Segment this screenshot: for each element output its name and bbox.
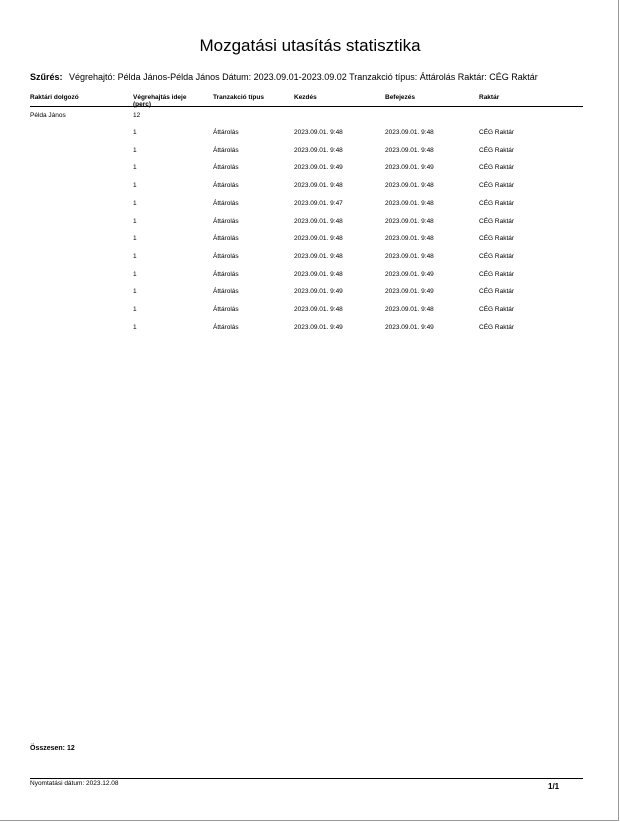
row-transaction-type: Áttárolás xyxy=(213,252,239,260)
row-start: 2023.09.01. 9:49 xyxy=(294,288,343,296)
row-transaction-type: Áttárolás xyxy=(213,323,239,331)
row-warehouse: CÉG Raktár xyxy=(479,306,515,313)
filter-label: Szűrés: xyxy=(30,72,63,82)
row-duration: 1 xyxy=(133,252,137,260)
row-end: 2023.09.01. 9:48 xyxy=(385,235,434,243)
row-transaction-type: Áttárolás xyxy=(213,270,239,278)
row-start: 2023.09.01. 9:48 xyxy=(294,146,343,154)
column-header-start: Kezdés xyxy=(294,94,317,101)
row-end: 2023.09.01. 9:48 xyxy=(385,182,434,190)
column-header-transaction-type: Tranzakció típus xyxy=(213,94,264,101)
row-end: 2023.09.01. 9:49 xyxy=(385,270,434,278)
row-end: 2023.09.01. 9:48 xyxy=(385,199,434,207)
header-divider xyxy=(30,106,583,107)
row-warehouse: CÉG Raktár xyxy=(479,252,515,260)
row-end: 2023.09.01. 9:49 xyxy=(385,288,434,296)
row-warehouse: CÉG Raktár xyxy=(479,217,515,225)
group-worker-name: Példa János xyxy=(30,112,66,119)
row-transaction-type: Áttárolás xyxy=(213,288,239,296)
row-start: 2023.09.01. 9:48 xyxy=(294,129,343,136)
row-end: 2023.09.01. 9:48 xyxy=(385,252,434,260)
column-header-duration: Végrehajtás ideje (perc) xyxy=(133,94,187,108)
filter-text: Végrehajtó: Példa János-Példa János Dátum: 2023.09.01-2023.09.02 Tranzakció típus: Áttárolás Raktár: CÉG Raktár xyxy=(69,72,538,82)
row-start: 2023.09.01. 9:48 xyxy=(294,217,343,225)
column-header-worker: Raktári dolgozó xyxy=(30,94,79,101)
report-title: Mozgatási utasítás statisztika xyxy=(199,36,421,55)
row-duration: 1 xyxy=(133,323,137,331)
row-duration: 1 xyxy=(133,164,137,172)
row-duration: 1 xyxy=(133,288,137,296)
row-duration: 1 xyxy=(133,199,137,207)
row-end: 2023.09.01. 9:48 xyxy=(385,217,434,225)
row-warehouse: CÉG Raktár xyxy=(479,129,515,136)
summary-total: Összesen: 12 xyxy=(30,745,75,752)
row-start: 2023.09.01. 9:48 xyxy=(294,252,343,260)
row-warehouse: CÉG Raktár xyxy=(479,270,515,278)
row-duration: 1 xyxy=(133,146,137,154)
row-start: 2023.09.01. 9:48 xyxy=(294,306,343,313)
row-warehouse: CÉG Raktár xyxy=(479,235,515,243)
row-warehouse: CÉG Raktár xyxy=(479,323,515,331)
row-transaction-type: Áttárolás xyxy=(213,182,239,190)
row-duration: 1 xyxy=(133,270,137,278)
row-start: 2023.09.01. 9:47 xyxy=(294,199,343,207)
row-start: 2023.09.01. 9:48 xyxy=(294,235,343,243)
row-duration: 1 xyxy=(133,182,137,190)
row-start: 2023.09.01. 9:48 xyxy=(294,270,343,278)
row-transaction-type: Áttárolás xyxy=(213,199,239,207)
row-start: 2023.09.01. 9:49 xyxy=(294,164,343,172)
row-duration: 1 xyxy=(133,217,137,225)
row-start: 2023.09.01. 9:49 xyxy=(294,323,343,331)
row-duration: 1 xyxy=(133,235,137,243)
column-header-end: Befejezés xyxy=(385,94,415,101)
footer-divider xyxy=(30,778,583,779)
row-warehouse: CÉG Raktár xyxy=(479,164,515,172)
row-end: 2023.09.01. 9:48 xyxy=(385,306,434,313)
page-number: 1/1 xyxy=(548,782,560,791)
row-transaction-type: Áttárolás xyxy=(213,235,239,243)
filter-line xyxy=(30,72,538,82)
row-transaction-type: Áttárolás xyxy=(213,164,239,172)
row-transaction-type: Áttárolás xyxy=(213,306,239,313)
row-warehouse: CÉG Raktár xyxy=(479,199,515,207)
column-header-warehouse: Raktár xyxy=(479,94,500,101)
row-transaction-type: Áttárolás xyxy=(213,217,239,225)
row-transaction-type: Áttárolás xyxy=(213,129,239,136)
row-duration: 1 xyxy=(133,129,137,136)
row-end: 2023.09.01. 9:48 xyxy=(385,146,434,154)
row-warehouse: CÉG Raktár xyxy=(479,146,515,154)
print-date: Nyomtatási dátum: 2023.12.08 xyxy=(30,780,119,787)
row-end: 2023.09.01. 9:48 xyxy=(385,129,434,136)
row-end: 2023.09.01. 9:49 xyxy=(385,323,434,331)
row-warehouse: CÉG Raktár xyxy=(479,182,515,190)
row-end: 2023.09.01. 9:49 xyxy=(385,164,434,172)
row-duration: 1 xyxy=(133,306,137,313)
group-total-minutes: 12 xyxy=(133,112,141,119)
row-warehouse: CÉG Raktár xyxy=(479,288,515,296)
row-transaction-type: Áttárolás xyxy=(213,146,239,154)
row-start: 2023.09.01. 9:48 xyxy=(294,182,343,190)
